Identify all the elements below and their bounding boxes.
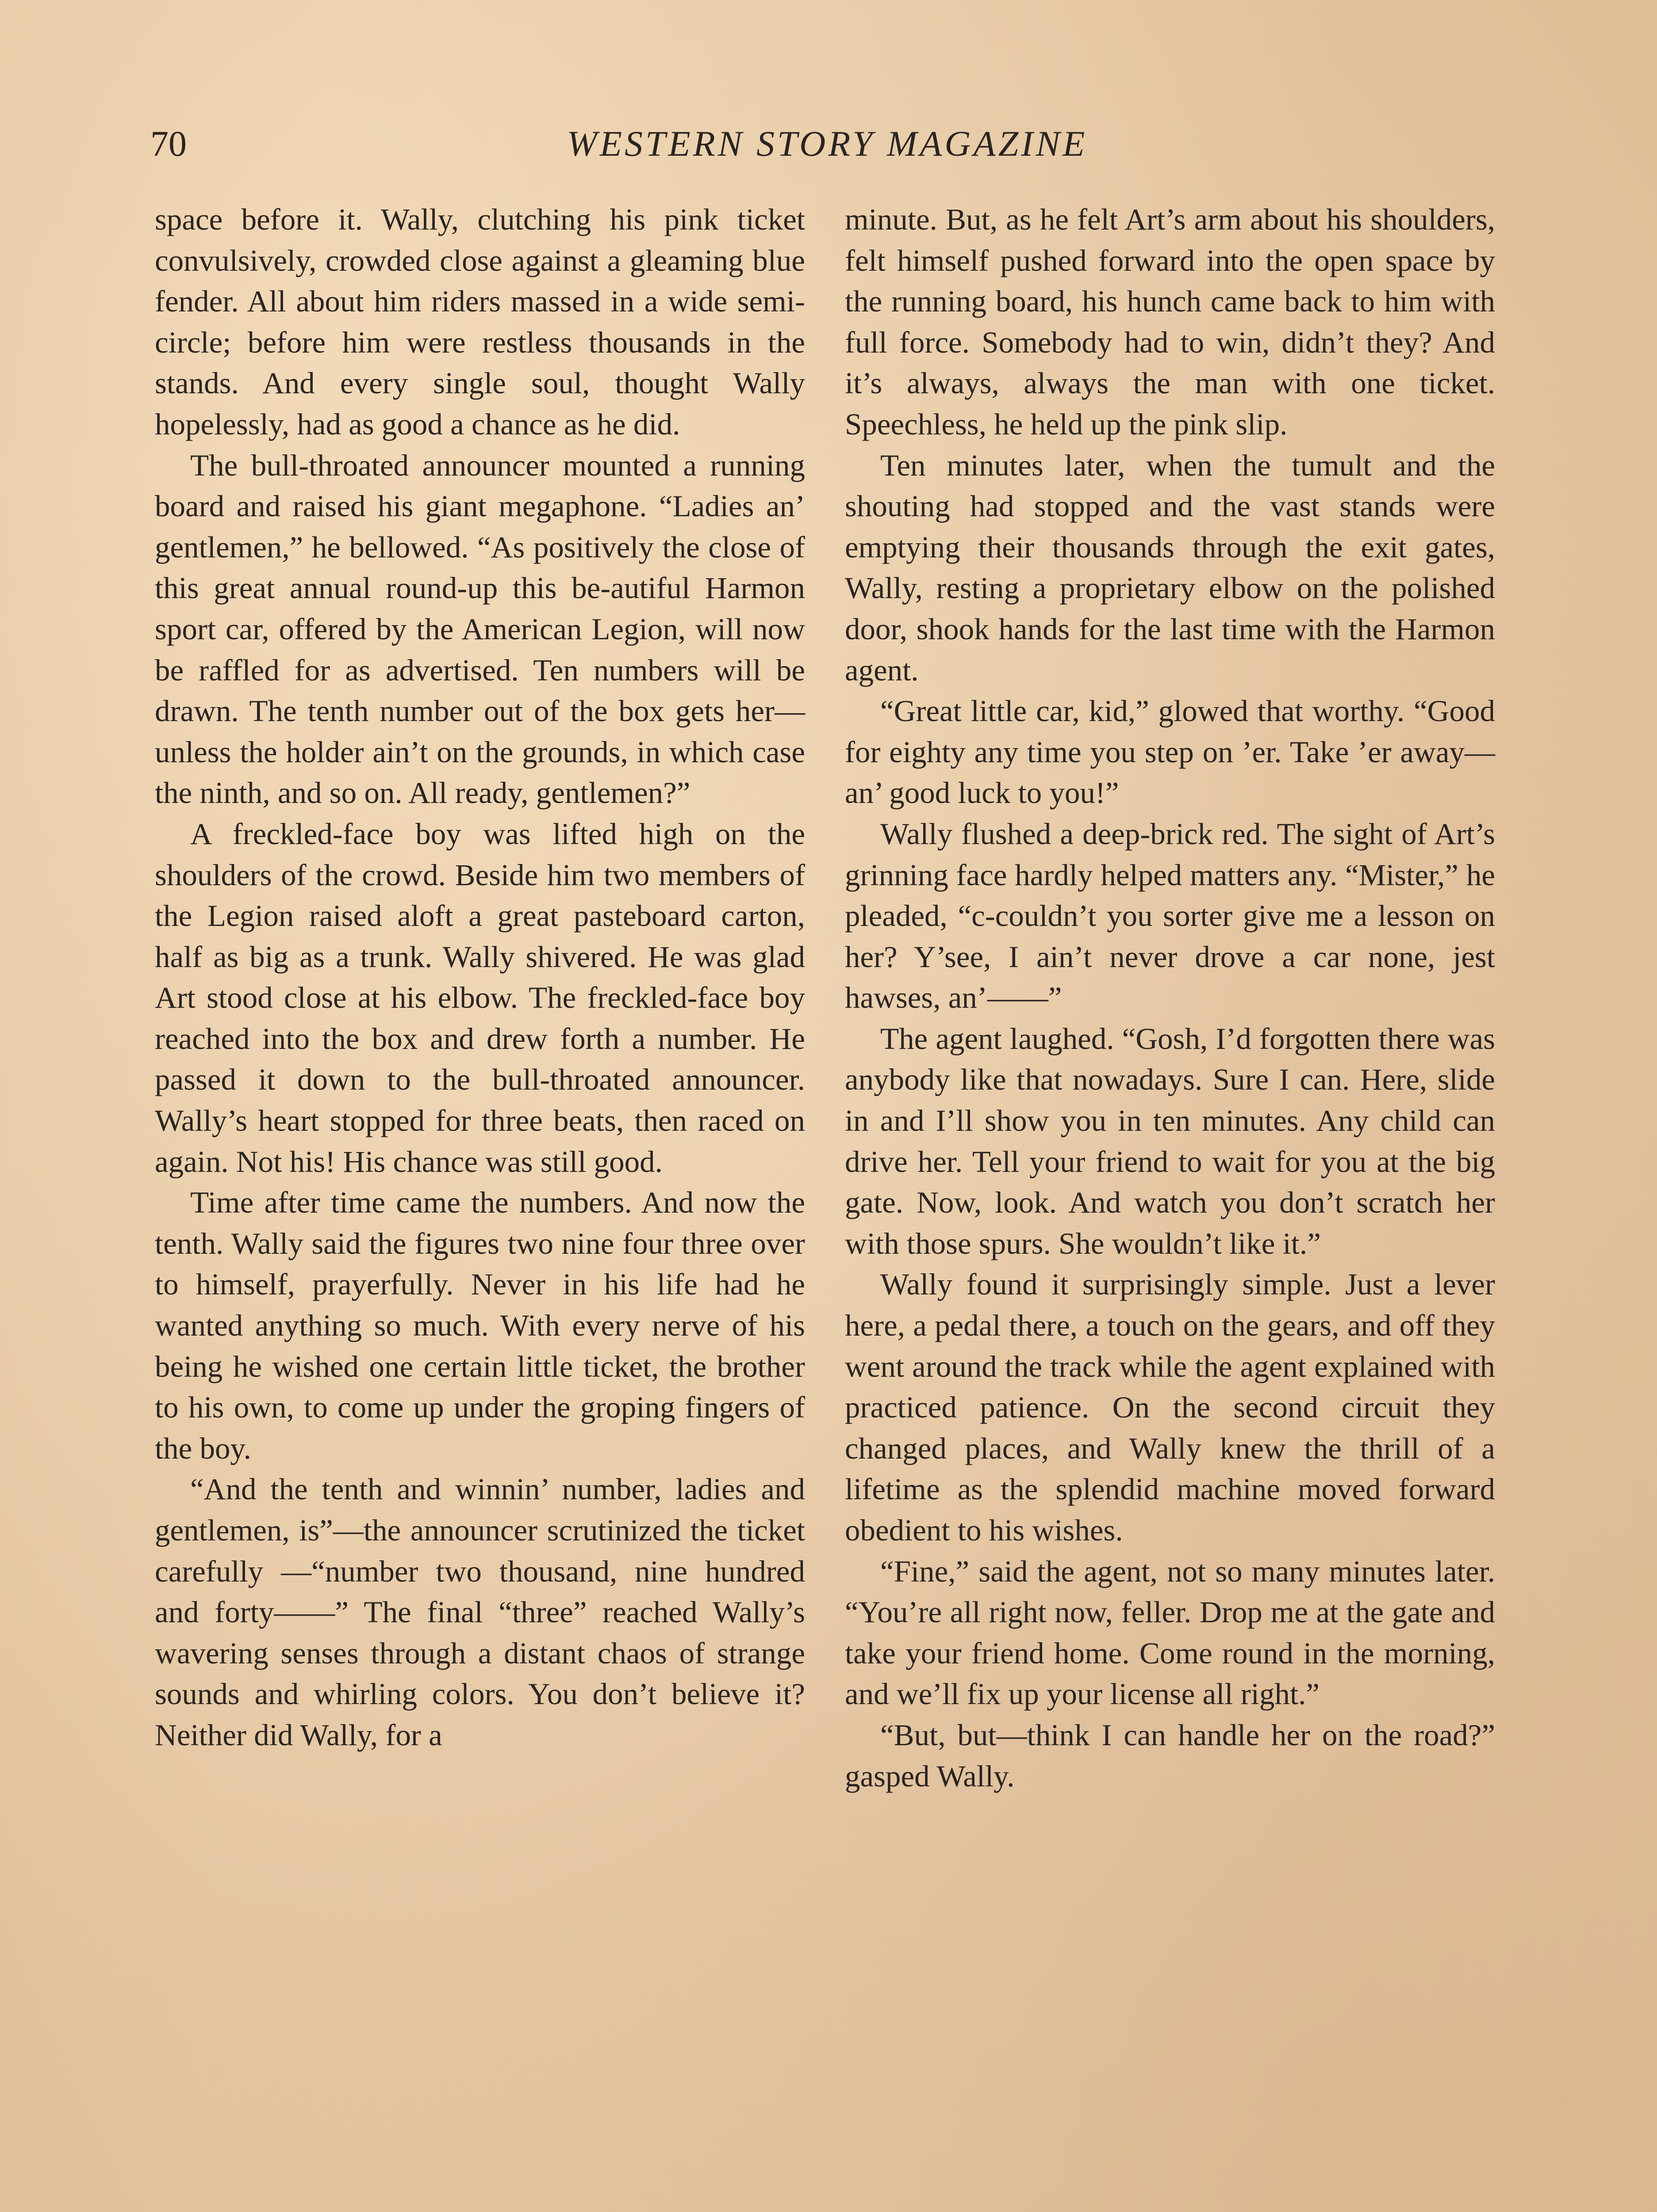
- paragraph: Wally flushed a deep-brick red. The sight of Art’s grinning face hardly helped matters any. “Mister,” he pleaded, “c-couldn’t you sorter give me a lesson on her? Y’see, I ain’t never drove a car none, jest hawses, an’——”: [845, 817, 1495, 1015]
- paragraph: Time after time came the numbers. And now the tenth. Wally said the figures two nine four three over to himself, prayerfully. Never in his life had he wanted anything so much. With every nerve of his being he wished one certain little ticket, the brother to his own, to come up under the groping fingers of the boy.: [155, 1186, 805, 1465]
- paragraph: “Great little car, kid,” glowed that worthy. “Good for eighty any time you step on ’er. Take ’er away—an’ good luck to you!”: [845, 694, 1495, 810]
- paragraph: “And the tenth and winnin’ number, ladies and gentlemen, is”—the announcer scrutinized the ticket carefully —“number two thousand, nine hundred and forty——” The final “three” reached Wally’s wavering senses through a distant chaos of strange sounds and whirling colors. You don’t believe it? Neither did Wally, for a: [155, 1472, 805, 1752]
- paragraph: The bull-throated announcer mounted a running board and raised his giant megaphone. “Ladies an’ gentlemen,” he bellowed. “As positively the close of this great annual round-up this be-autiful Harmon sport car, offered by the American Legion, will now be raffled for as advertised. Ten numbers will be drawn. The tenth number out of the box gets her—unless the holder ain’t on the grounds, in which case the ninth, and so on. All ready, gentlemen?”: [155, 448, 805, 810]
- right-column: [845, 199, 1495, 1797]
- paragraph: The agent laughed. “Gosh, I’d forgotten there was anybody like that nowadays. Sure I can. Here, slide in and I’ll show you in ten minutes. Any child can drive her. Tell your friend to wait for you at the big gate. Now, look. And watch you don’t scratch her with those spurs. She wouldn’t like it.”: [845, 1022, 1495, 1260]
- page-header: [150, 119, 1504, 168]
- left-column: [155, 199, 805, 1756]
- paragraph: Ten minutes later, when the tumult and the shouting had stopped and the vast stands were emptying their thousands through the exit gates, Wally, resting a proprietary elbow on the polished door, shook hands for the last time with the Harmon agent.: [845, 448, 1495, 687]
- paragraph: minute. But, as he felt Art’s arm about his shoulders, felt himself pushed forward into the open space by the running board, his hunch came back to him with full force. Somebody had to win, didn’t they? And it’s always, always the man with one ticket. Speechless, he held up the pink slip.: [845, 203, 1495, 441]
- page-number: 70: [150, 123, 187, 164]
- paragraph: space before it. Wally, clutching his pink ticket convulsively, crowded close against a gleaming blue fender. All about him riders massed in a wide semicircle; before him were restless thousands in the stands. And every single soul, thought Wally hopelessly, had as good a chance as he did.: [155, 203, 805, 441]
- running-head: WESTERN STORY MAGAZINE: [567, 123, 1088, 164]
- paragraph: “Fine,” said the agent, not so many minutes later. “You’re all right now, feller. Drop me at the gate and take your friend home. Come round in the morning, and we’ll fix up your license all right.”: [845, 1554, 1495, 1711]
- paragraph: “But, but—think I can handle her on the road?” gasped Wally.: [845, 1718, 1495, 1793]
- paragraph: Wally found it surprisingly simple. Just a lever here, a pedal there, a touch on the gears, and off they went around the track while the agent explained with practiced patience. On the second circuit they changed places, and Wally knew the thrill of a lifetime as the splendid machine moved forward obedient to his wishes.: [845, 1267, 1495, 1547]
- paragraph: A freckled-face boy was lifted high on the shoulders of the crowd. Beside him two members of the Legion raised aloft a great pasteboard carton, half as big as a trunk. Wally shivered. He was glad Art stood close at his elbow. The freckled-face boy reached into the box and drew forth a number. He passed it down to the bull-throated announcer. Wally’s heart stopped for three beats, then raced on again. Not his! His chance was still good.: [155, 817, 805, 1179]
